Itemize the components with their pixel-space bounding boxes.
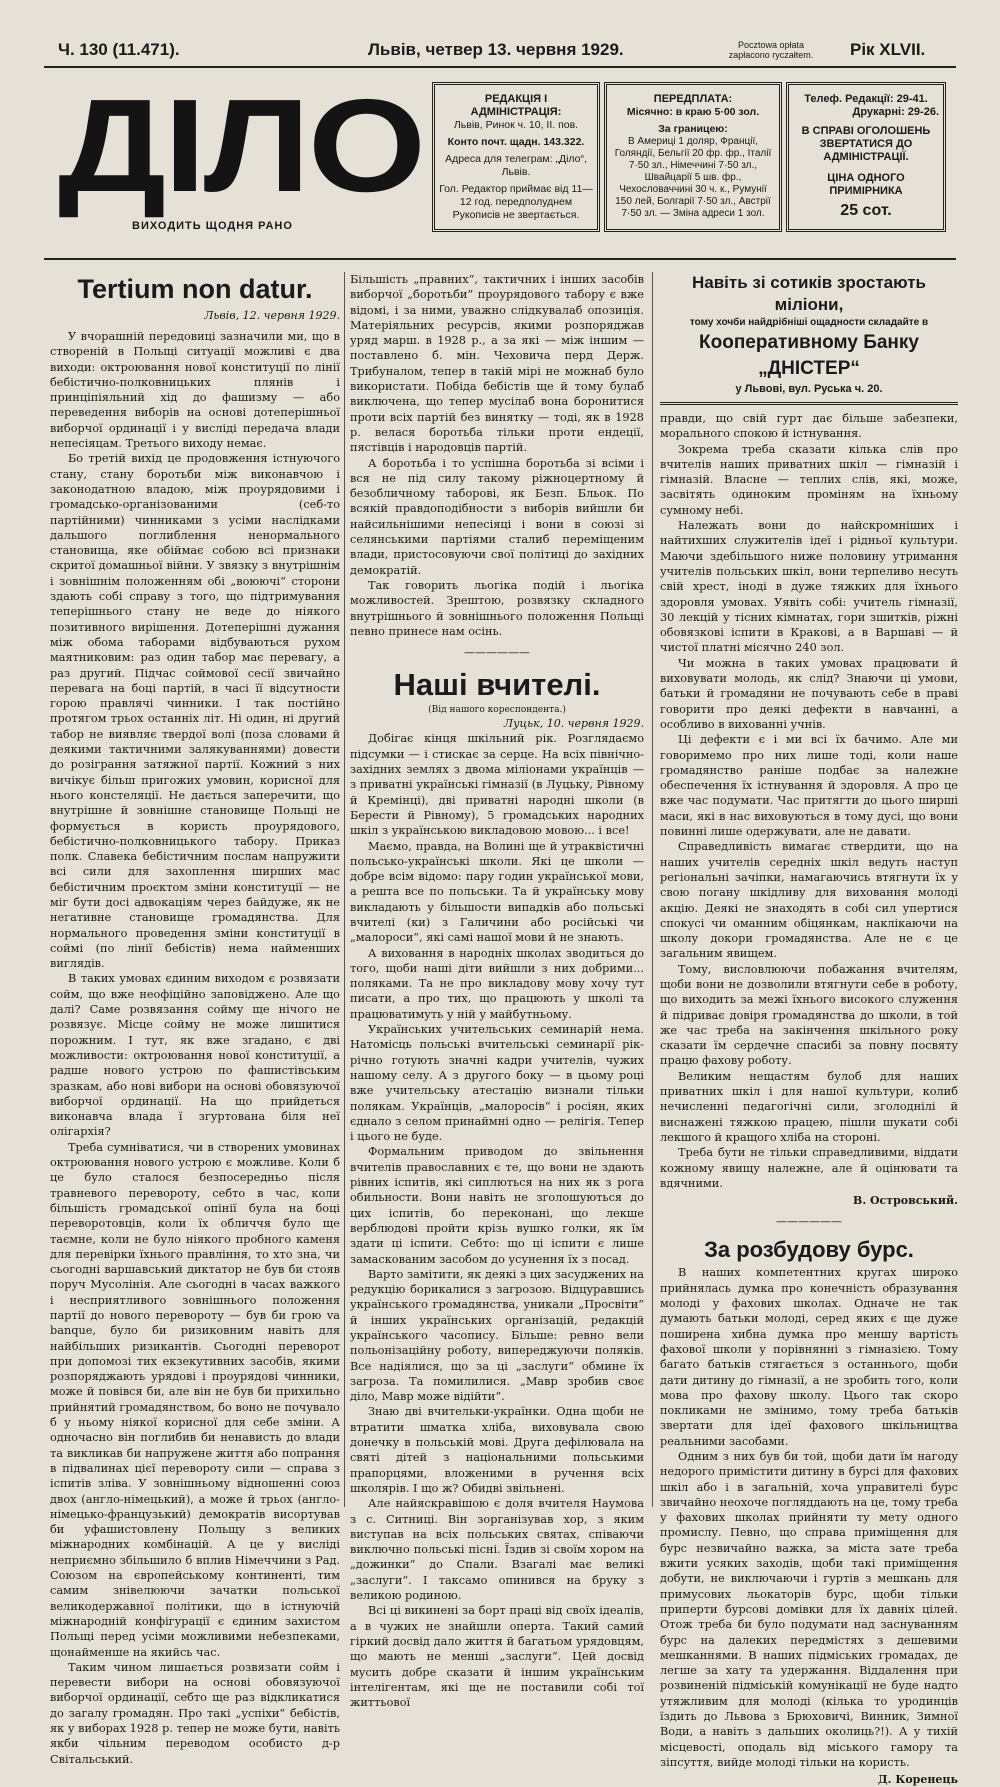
postage-line-1: Pocztowa opłata — [737, 40, 805, 50]
paragraph: Формальним приводом до звільнення вчителів православних є те, що вони не здають рівних іспитів, які сиплються на них як з рога обильности. Вони навіть не зголошуються до цих іспитів, бо переконані, що лекше верблюдові пройти крізь вушко голки, як їм здати ці іспити. Себто: що ці іспити є лише замаскованим засобом до усунення їх з посад. — [350, 1145, 644, 1266]
correspondent-note: (Від нашого кореспондента.) — [428, 705, 566, 716]
manuscripts-note: Рукописів не звертається. — [452, 209, 580, 221]
paragraph: Таким чином лишається розвязати сойм і перевести вибори на основі обовязуючої виборчої ординації, себто ще раз відкликатися до загалу громадян. Про такі „успіхи“ бебістів, як у виборах 1928 р. тепер не може бути, навіть якби чільним переводом особисто д-р Світальський. — [50, 1660, 340, 1766]
paragraph: Справедливість вимагає ствердити, що на наших учителів середніх шкіл ведуть наступ регіональні зачіпки, намагаючись втягнути їх у свою погану шкідливу для виховання молоді акцію. Деякі не знаходять в собі сил упертися спокусі чи оманним обіцянкам, наклікаючи на школу докори громадянства. Але не є це загальним явищем. — [660, 840, 958, 961]
postage-note — [716, 40, 826, 60]
divider: —————— — [776, 1215, 842, 1229]
article-title-teachers: Наші вчителі. — [393, 667, 601, 703]
paragraph: Зокрема треба сказати кілька слів про вчителів наших приватних шкіл — гімназій і гімназій. Власне — теплих слів, які, може, засвітять одиноким проміням на їхньому сумному небі. — [660, 442, 958, 517]
phone-print: Друкарні: 29-26. — [852, 106, 939, 118]
monthly-price: Місячно: в краю 5·00 зол. — [626, 106, 760, 118]
paragraph: Маємо, правда, на Волині ще й утраквістичні польсько-українські школи. Які це школи — добре всім відомо: пару годин української мови, а решта все по польськи. Та й українську мову викладають у більшости випадків або польські вчителі (ки) з Галичини або російські чи „малороси“, які самі нашої мови й не знають. — [350, 839, 644, 945]
paragraph: Всі ці викинені за борт праці від своїх ідеалів, а в чужих не знайшли оперта. Такий самий гіркий досвід дало життя й багатьом урядовцям, що мають не менші „заслуги“. Цей досвід мусить добре сказати й іншим українським інтелігентам, які ще не поставили собі тої життьової — [350, 1604, 644, 1710]
column-3 — [660, 272, 958, 1787]
paragraph: Варто замітити, як деякі з цих засуджених на редукцію борикалися з загрозою. Відцуравшись українського громадянства, уникали „Просвіти“ й інших українських організацій, редакцій українського часопису. Більше: ревно вели польонізаційну роботу, випереджуючи поляків. Все надіялися, що за ці „заслуги“ обмине їх загроза. Та помилилися. „Мавр зробив своє діло, Мавр може відійти“. — [350, 1267, 644, 1404]
ad-line-4: у Львові, вул. Руська ч. 20. — [735, 383, 883, 395]
paragraph: Належать вони до найскромніших і найтихших служителів ідеї і рідньої культури. Маючи здебільшого ниже половину утримання учителів польських шкіл, вони терпеливо несуть свій хрест, іноді в дуже тяжких для їхнього здоровля умовах. Уявіть собі: учитель гімназії, 30 лекцій у тісних кімнатах, гори зшитків, ріжні обовязкові іспити в Кракові, а в Варшаві — й чистої платні місячно 240 зол. — [660, 519, 958, 655]
postal-account: Конто почт. щадн. 143.322. — [447, 136, 585, 148]
editorial-address: Львів, Ринок ч. 10, II. пов. — [453, 119, 579, 131]
abroad-prices: В Америці 1 доляр, Франції, Голяндії, Бельгії 20 фр. фр., Італії 7·50 зл., Німеччині 7·50 зл., Швайцарії 5 шв. фр., Чехословаччині 30 ч. к., Румунії 150 лей, Болгарії 7·50 зл., Австрії 7·50 зл. — Зміна адреси 1 зол. — [614, 136, 772, 219]
editorial-title: РЕДАКЦІЯ І АДМІНІСТРАЦІЯ: — [470, 93, 562, 118]
masthead — [50, 72, 424, 244]
editor-hours: Гол. Редактор приймає від 11—12 год. передполуднем — [439, 183, 593, 208]
paragraph: В таких умовах єдиним виходом є розвязати сойм, що вже неофіційно заповіджено. Але що далі? Саме розвязання сойму ще нічого не розвязує. Місце сойму не може лишитися порожним. І тут, як вже згадано, є дві можливости: октроювання нової конституції, а радше нового устрою по фашистівським зразкам, або нові вибори на основі обовязуючої виборчої ординації. На що прийдеться виконавча влада ї згуртована біля неї олігархія? — [50, 972, 340, 1139]
paragraph: Чи можна в таких умовах працювати й виховувати молодь, як слід? Знаючи ці умови, батьки й громадяни не почувають себе в праві говорити про деякі дефекти в навчанні, а особливо в вихованні учнів. — [660, 656, 958, 731]
paragraph: У вчорашній передовиці зазначили ми, що в створеній в Польщі ситуації можливі є два виходи: октроювання нової конституції по лінії бебістично-полковницьких плянів і принціпіяльний хід до фашизму — або переведення виборів на основі дотеперішньої виборчої ординації і у висліді передача влади непесіяцам. Третього виходу немає. — [50, 330, 340, 451]
column-separator-2 — [652, 272, 653, 1507]
article-dateline: Львів, 12. червня 1929. — [204, 309, 340, 322]
paragraph: правди, що свій гурт дає більше забезпеки, морального спокою й істнування. — [660, 412, 958, 441]
paragraph: Знаю дві вчительки-українки. Одна щоби не втратити шматка хліба, виховувала свою донечку в польській мові. Друга дефілювала на святі дітей з національними польськими прапорцями, вложеними в ручення всіх школярів. І що ж? Обидві звільнені. — [350, 1405, 644, 1495]
paragraph: Великим нещастям булоб для наших приватних шкіл і для нашої культури, колиб нечисленні педагогічні сили, зголоднілі й виснажені тяжкою працею, пішли шукати собі лекшого й кращого хліба на стороні. — [660, 1069, 958, 1144]
paragraph: А виховання в народніх школах зводиться до того, щоби наші діти вийшли з них добрими... поляками. Та не про викладову мову хочу тут писати, а про тих, що працюють у школі та працюватимуть у ній у майбутньому. — [350, 946, 644, 1021]
article-title-bursy: За розбудову бурс. — [704, 1237, 914, 1263]
paragraph: Так говорить льогіка подій і льогіка можливостей. Зрештою, розвязку складного внутрішнього й зовнішнього положення Польщі певно принесе нам осінь. — [350, 578, 644, 638]
column-separator-1 — [344, 272, 345, 1507]
issue-price: 25 сот. — [840, 202, 892, 219]
paragraph: Треба бути не тільки справедливими, віддати кожному явищу належне, але й оцінювати та вдячними. — [660, 1146, 958, 1190]
column-1 — [50, 272, 340, 1766]
postage-line-2: zapłacono ryczałtem. — [728, 50, 814, 60]
paragraph: В наших компетентних кругах широко прийнялась думка про конечність образування молоді у фахових школах. Одначе не так думають батьки молоді, серед яких є ще дуже поширена хибна думка про меншу вартість фахової школи у порівнянні з гімназією. Тому багато батьків стягається з останнього, щоби дати дитину до гімназії, а не зробить того, коли мова про фахову школу. Цього так скоро покликами не змінимо, тому треба батьків звертати для ідеї фахового шкільництва реальними засобами. — [660, 1266, 958, 1448]
article-title-tertium: Tertium non datur. — [77, 274, 313, 304]
top-line — [58, 40, 958, 64]
ads-note: В СПРАВІ ОГОЛОШЕНЬ ЗВЕРТАТИСЯ ДО АДМІНІСТРАЦІЇ. — [801, 125, 931, 163]
paragraph: Добігає кінця шкільний рік. Розглядаємо підсумки — і стискає за серце. На всіх північно-західних землях з двома міліонами українців — з приватні українські гімназії (в Луцьку, Рівному й Кремінці), дві приватні народні школи (в Берести й Рівному), 5 громадських народних шкіл з українською викладовою мовою... і все! — [350, 732, 644, 838]
paragraph: Одним з них був би той, щоби дати їм нагоду недорого примістити дитину в бурсі для фахових шкіл або і в загальній, хоча управителі бурс звичайно неохоче погляддають на це, тому треба у фахових школах прийняти ту мету одного промислу. Певно, що справа приміщення для бурс незвичайно важка, за міста зате треба вжити усяких заходів, щоби такі приміщення добути, не виключаючи і гуртів з мешкань для примусових льокаторів бурс, щоби тільки приперти бурсові домівки для їх давніх цілей. Отож треба би було подумати над заснуванням бурс на далеких передмістях з дешевими мешканнями. В наших підміських громадах, де легше за хату та удержання. Віддалення при розвиненій підміській комунікації не буде надто утяжливим для молоді (кілька то уродинців їздить до Львова з Брюховичі, Винник, Зимної Води, а навіть з дальших околиць?!). А у тихій місцевості, оподаль від міського гамору та зіпсуття, вийде молоді тільки на користь. — [660, 1450, 958, 1769]
paragraph: Треба сумніватися, чи в створених умовинах октроювання нового устрою є можливе. Коли б це було сталося безпосередньо після травневого перевороту, себто в час, коли більшість громадської опінії була на боці переворотовців, коли їх обличчя було ще таємне, коли не було ніякого пробного каменя для перевірки їхнього правління, то хто зна, чи сьогодні варшавський диктатор не був би стояв поруч Мусолінія. Але сьогодні в часах важкого і несприятливого зовнішнього положення партії до нового перевороту — був би грою va banque, було би ризиковним навіть для найбільших ризикантів. Сьогодні переворот при допомозі тих екзекутивних засобів, якими розпоряджають урядові і проурядові чинники, може й повівся би, але він не був би прихильно прийнятий громадянством, бо воно не почувало б у ньому ніякої корисної для себе зміни. А одночасно він поглибив би ненависть до влади та викликав би напружене життя або попрання в підвалинах цієї перевороту сили — справа з іспитів зліва. У зовнішньому відношенні союз двох (англо-німецький), а може й трьох (англо-німецько-французький) демократів висортував би уфашистовлену Польщу з великих міжнародних комбінацій. А це у висліді неприємно збільшило б вплив Німеччини з Рад. Союзом на європейському континенті, тим самим знівелюючи зачатки польської великодержавної політики, що в істнуючій міжнародній конфігурації є єдиним захистом Польщі перед усіми можливими небезпеками, щонайменше на якийсь час. — [50, 1140, 340, 1659]
paragraph: Більшість „правних“, тактичних і інших засобів виборчої „боротьби“ проурядового табору є вже відомі, і за ними, уважно слідкувалаб опозиція. Матеріяльних ресурсів, якими розпоряджав уряд марш. в 1928 р., а за які — між іншим — поставлено б. мін. Чеховича перд Держ. Трибуналом, тепер в такій мірі не можнаб було використати. Побіда бебістів ще й тому булаб виключена, що тепер мусілаб вона боронитися проти всіх партій без винятку — тоді, як в 1928 р. велася боротьба тільки проти ендеції, пястівців і народовців партій. — [350, 273, 644, 455]
divider: —————— — [464, 646, 530, 660]
abroad-title: За границею: — [658, 123, 728, 135]
newspaper-logo: ДІЛО — [58, 72, 424, 219]
place-date: Львів, четвер 13. червня 1929. — [368, 40, 624, 59]
price-label: ЦІНА ОДНОГО ПРИМІРНИКА — [827, 172, 905, 197]
paragraph: Бо третій вихід це продовження істнуючого стану, стану боротьби між виконавчою і законодатною владою, між проурядовими і громадсько-організованими (себ-то партійними) чинниками з усіми наслідками дальшого поглиблення ненормального становища, яке обіймає собою всі признаки скритої домашньої війни. У звязку з внутрішнім і зовнішнім положенням обі „воюючі“ сторони здають собі справу з того, що підтримування теперішнього стану не веде до ніякого позитивного вирішення. Дотеперішні дужання між обома таборами відбуваються рухом маятниковим: раз один табор має перевагу, а раз другий. Підчас соймової сесії звичайно перевага на боці партій, в часі її відсутности горою правлячі чинники. І так постійно протягом трьох останніх літ. Ні один, ні другий табор не виявляє твердої волі (поза словами й деякими тактичними залякуваннями) довести до розіграння затяжної партії. Кожний з них вичікує більш пригожих умовин, корисної для нього констеляції. Не дається заперечити, що внутрішне й зовнішне становище Польщі не формується в користь проурядового, бебістично-полковницького табору. Приказ полк. Славека бебістичним послам напружити всі сили для захоплення ширших мас бебістичним проєктом зміни конституції — не міг бути досі адвокаціям через байдуже, як не негативне становище громадянства. Для нормального проведення зміни конституції в соймі (по лінії бебістів) нема найменших виглядів. — [50, 452, 340, 971]
ad-line-2: тому хочби найдрібніші ощадности складайте в — [689, 317, 929, 328]
year-volume: Рік XLVII. — [850, 40, 926, 59]
bank-advertisement — [660, 272, 958, 405]
author-byline: В. Островський. — [853, 1194, 958, 1208]
top-rule — [44, 66, 956, 68]
paragraph: Але найяскравішою є доля вчителя Наумова з с. Ситниці. Він зорганізував хор, з яким виступав на всіх польських святах, співаючи виключно польські пісні. Їздив зі своїм хором на „дожинки“ до Спали. Взагалі має великі „заслуги“. І таксамо опинився на бруку з великою родиною. — [350, 1497, 644, 1603]
phone-editorial: Телеф. Редакції: 29-41. — [804, 93, 928, 105]
column-2 — [350, 272, 644, 1710]
contacts-box — [786, 82, 946, 232]
subscription-box — [604, 82, 782, 232]
telegram-address: Адреса для телеграм: „Діло“, Львів. — [445, 153, 587, 178]
article-dateline: Луцьк, 10. червня 1929. — [503, 717, 644, 731]
paragraph: А боротьба і то успішна боротьба зі всіми і вся не під силу такому ріжноцертному й безобличному таборові, як Безп. Бльок. По всякій правдоподібности з виборів вийшли би найсильнішими непесіяці і вони в союзі зі селянськими партіями сталиб переміщеним влади, пристосовуючи свої політиці до західних демократій. — [350, 456, 644, 577]
subscription-title: ПЕРЕДПЛАТА: — [653, 93, 733, 105]
ad-line-3: Кооперативному Банку „ДНІСТЕР“ — [699, 332, 919, 379]
editorial-info-box — [432, 82, 600, 232]
paragraph: Тому, висловлюючи побажання вчителям, щоби вони не дозволили втягнути себе в роботу, що виходить за межі їхнього високого служення й підриває довіря громадянства до школи, в той же час треба на закінчення шкільного року сказати їм сердечне спасибі за повну посвяту працю фахову роботу. — [660, 962, 958, 1068]
tagline: ВИХОДИТЬ ЩОДНЯ РАНО — [132, 220, 293, 232]
ad-line-1: Навіть зі сотиків зростають міліони, — [692, 273, 926, 314]
paragraph: Ці дефекти є і ми всі їх бачимо. Але ми говоримемо про них лише тоді, коли наше громадянство раніше подбає за належне обеспечення їх істнування й здоровля. А про це вже час подумати. Час притягти до цього ширші маси, які в нас виховуються в тому дусі, що вони повинні лише одержувати, але не давати. — [660, 733, 958, 839]
issue-number: Ч. 130 (11.471). — [58, 40, 180, 59]
author-byline: Д. Коренець — [877, 1773, 958, 1787]
paragraph: Українських учительських семинарій нема. Натомісць польські вчительські семинарії рік-річно готують значні кадри учителів, чужих нашому селу. А з другого боку — в цьому році вже учительську атестацію визнали тільки полякам. Українців, „малоросів“ і росіян, яких єднало з селом принаймні одно — релігія. Тепер і цього не буде. — [350, 1023, 644, 1144]
masthead-rule — [44, 258, 956, 260]
